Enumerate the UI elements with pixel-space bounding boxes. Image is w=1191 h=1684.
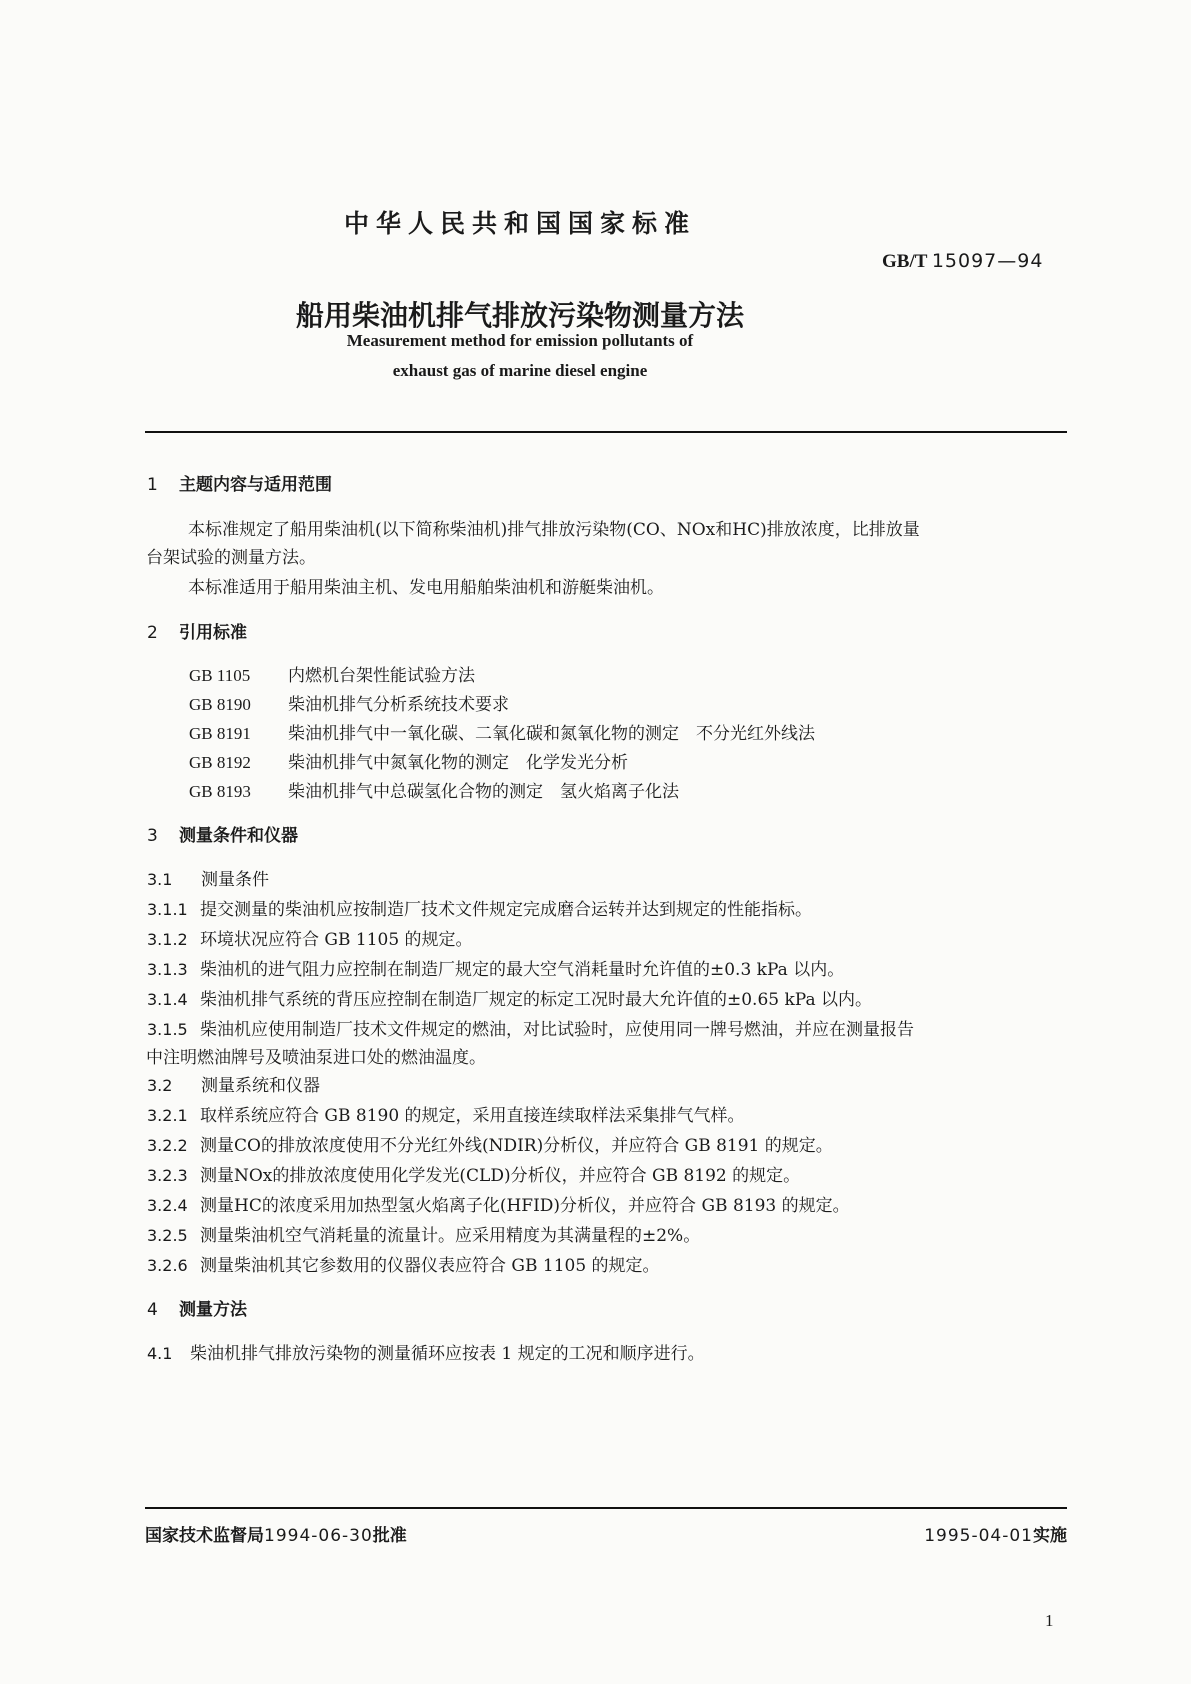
clause-number: 3.2.4 — [147, 1196, 188, 1215]
reference-code: GB 1105 — [189, 666, 251, 685]
section-4-heading — [147, 1295, 247, 1320]
reference-code: GB 8191 — [189, 724, 251, 743]
effective-suffix: 实施 — [1033, 1526, 1067, 1546]
clause-text: 测量系统和仪器 — [201, 1076, 320, 1096]
effective-line — [924, 1521, 1067, 1546]
approval-org: 国家技术监督局 — [145, 1526, 264, 1546]
clause-3-2-4 — [147, 1191, 850, 1216]
reference-item — [189, 661, 475, 686]
reference-title: 内燃机台架性能试验方法 — [288, 666, 475, 686]
document-title-en-line1: Measurement method for emission pollutants of — [346, 331, 694, 350]
clause-4-1 — [147, 1339, 705, 1364]
approval-line — [145, 1521, 407, 1546]
section-1-paragraph-1-line-1: 本标准规定了船用柴油机(以下简称柴油机)排气排放污染物(CO、NOx和HC)排放浓度，比排放量 — [188, 520, 920, 540]
section-number: 4 — [147, 1300, 158, 1320]
reference-code: GB 8190 — [189, 695, 251, 714]
clause-number: 3.2.1 — [147, 1106, 188, 1125]
clause-number: 3.2 — [147, 1076, 173, 1095]
clause-text: 测量条件 — [201, 870, 269, 890]
clause-number: 3.1.1 — [147, 900, 188, 919]
section-3-heading — [147, 821, 298, 846]
clause-text: 柴油机应使用制造厂技术文件规定的燃油，对比试验时，应使用同一牌号燃油，并应在测量报告 — [200, 1020, 914, 1040]
clause-number: 3.1.2 — [147, 930, 188, 949]
clause-number: 3.1.4 — [147, 990, 188, 1009]
clause-number: 3.2.3 — [147, 1166, 188, 1185]
page-number: 1 — [1045, 1611, 1054, 1630]
approval-date: 1994-06-30 — [264, 1526, 373, 1546]
document-title-cn: 船用柴油机排气排放污染物测量方法 — [295, 299, 744, 332]
section-1-paragraph-1-line-2: 台架试验的测量方法。 — [146, 548, 316, 568]
clause-3-1-2 — [147, 925, 473, 950]
clause-text: 柴油机排气排放污染物的测量循环应按表 1 规定的工况和顺序进行。 — [190, 1344, 705, 1364]
clause-number: 3.1 — [147, 870, 173, 889]
reference-item — [189, 690, 509, 715]
clause-text: 测量HC的浓度采用加热型氢火焰离子化(HFID)分析仪，并应符合 GB 8193 的规定。 — [200, 1196, 850, 1216]
clause-number: 3.1.3 — [147, 960, 188, 979]
section-1-paragraph-2: 本标准适用于船用柴油主机、发电用船舶柴油机和游艇柴油机。 — [188, 578, 664, 598]
clause-text: 柴油机的进气阻力应控制在制造厂规定的最大空气消耗量时允许值的±0.3 kPa 以内。 — [200, 960, 845, 980]
reference-code: GB 8192 — [189, 753, 251, 772]
section-number: 3 — [147, 826, 158, 846]
reference-item — [189, 777, 679, 802]
reference-code: GB 8193 — [189, 782, 251, 801]
clause-3-1-3 — [147, 955, 844, 980]
section-number: 2 — [147, 623, 158, 643]
section-title: 测量条件和仪器 — [179, 826, 298, 846]
clause-number: 3.1.5 — [147, 1020, 188, 1039]
clause-text: 测量柴油机空气消耗量的流量计。应采用精度为其满量程的±2%。 — [200, 1226, 701, 1246]
standard-number-prefix: GB/T — [882, 251, 928, 272]
section-title: 引用标准 — [179, 623, 247, 643]
clause-number: 3.2.5 — [147, 1226, 188, 1245]
reference-title: 柴油机排气中总碳氢化合物的测定 氢火焰离子化法 — [288, 782, 679, 802]
clause-3-1-1 — [147, 895, 812, 920]
clause-number: 3.2.2 — [147, 1136, 188, 1155]
reference-title: 柴油机排气中氮氧化物的测定 化学发光分析 — [288, 753, 628, 773]
clause-text: 取样系统应符合 GB 8190 的规定，采用直接连续取样法采集排气气样。 — [200, 1106, 745, 1126]
clause-3-1 — [147, 865, 269, 890]
reference-title: 柴油机排气中一氧化碳、二氧化碳和氮氧化物的测定 不分光红外线法 — [288, 724, 815, 744]
clause-text: 提交测量的柴油机应按制造厂技术文件规定完成磨合运转并达到规定的性能指标。 — [200, 900, 812, 920]
header-divider — [145, 431, 1067, 433]
clause-3-2-3 — [147, 1161, 800, 1186]
clause-number: 4.1 — [147, 1344, 173, 1363]
section-title: 测量方法 — [179, 1300, 247, 1320]
clause-3-2-5 — [147, 1221, 700, 1246]
section-2-heading — [147, 618, 247, 643]
clause-3-1-5-continuation: 中注明燃油牌号及喷油泵进口处的燃油温度。 — [146, 1048, 486, 1068]
clause-3-1-4 — [147, 985, 872, 1010]
clause-text: 测量CO的排放浓度使用不分光红外线(NDIR)分析仪，并应符合 GB 8191 的规定。 — [200, 1136, 833, 1156]
clause-text: 环境状况应符合 GB 1105 的规定。 — [200, 930, 473, 950]
clause-3-2-6 — [147, 1251, 660, 1276]
clause-number: 3.2.6 — [147, 1256, 188, 1275]
clause-3-2-2 — [147, 1131, 833, 1156]
clause-text: 柴油机排气系统的背压应控制在制造厂规定的标定工况时最大允许值的±0.65 kPa 以内。 — [200, 990, 873, 1010]
footer-divider — [145, 1507, 1067, 1509]
section-title: 主题内容与适用范围 — [179, 475, 332, 495]
standard-number — [882, 250, 1043, 273]
clause-3-2-1 — [147, 1101, 745, 1126]
section-number: 1 — [147, 475, 158, 495]
clause-text: 测量柴油机其它参数用的仪器仪表应符合 GB 1105 的规定。 — [200, 1256, 660, 1276]
document-title-en-line2: exhaust gas of marine diesel engine — [392, 361, 648, 380]
national-standard-heading: 中华人民共和国国家标准 — [343, 209, 696, 238]
clause-3-1-5 — [147, 1015, 914, 1040]
clause-text: 测量NOx的排放浓度使用化学发光(CLD)分析仪，并应符合 GB 8192 的规定。 — [200, 1166, 801, 1186]
approval-suffix: 批准 — [372, 1526, 407, 1546]
reference-item — [189, 719, 815, 744]
section-1-heading — [147, 470, 332, 495]
clause-3-2 — [147, 1071, 320, 1096]
reference-item — [189, 748, 628, 773]
standard-number-value: 15097—94 — [931, 250, 1044, 272]
reference-title: 柴油机排气分析系统技术要求 — [288, 695, 509, 715]
effective-date: 1995-04-01 — [924, 1526, 1033, 1546]
